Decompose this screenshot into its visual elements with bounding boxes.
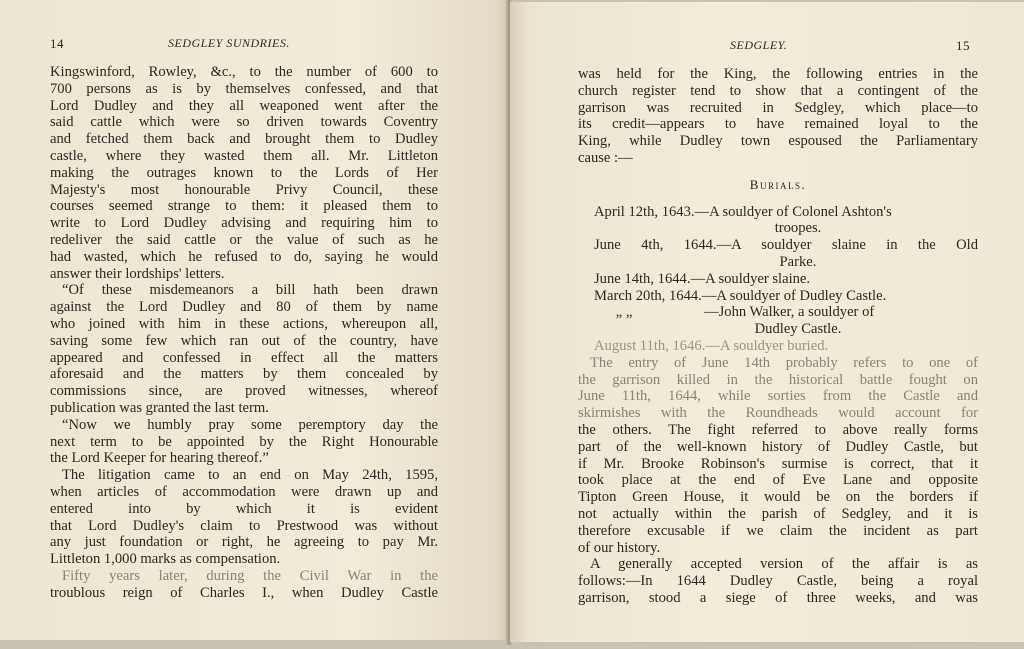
text-line: said cattle which were so driven towards Coventry [50,114,438,131]
text-line: 700 persons as is by themselves confessed, and that [50,80,438,97]
text-line: took place at the end of Eve Lane and opposite [578,472,978,489]
right-running-title: SEDGLEY. [730,38,788,52]
text-line: King, while Dudley town espoused the Parliamentary [578,133,978,150]
text-line: next term to be appointed by the Right Honourable [50,433,438,450]
text-line: garrison was recruited in Sedgley, which place—to [578,99,978,116]
text-line: courses seemed strange to them: it pleased them to [50,198,438,215]
burial-entry-continuation: Parke. [779,253,817,270]
burials-heading: Burials. [749,176,807,192]
text-line: against the Lord Dudley and 80 of them by name [50,299,438,316]
burial-entry [578,304,978,321]
text-line: Majesty's most honourable Privy Council, these [50,181,438,198]
text-line: was held for the King, the following entries in the [578,66,978,82]
burial-entry-text: —John Walker, a souldyer of [704,304,875,321]
text-line: that Lord Dudley's claim to Prestwood was without [50,517,438,534]
burial-entry: March 20th, 1644.—A souldyer of Dudley Castle. [594,287,887,304]
text-line: “Now we humbly pray some peremptory day the [62,416,438,433]
text-line: Tipton Green House, it would be on the borders if [578,489,978,506]
burial-entry: June 4th, 1644.—A souldyer slaine in the Old [594,237,978,254]
text-line: part of the well-known history of Dudley Castle, but [578,438,978,455]
text-line: making the outrages known to the Lords of Her [50,164,438,181]
burial-entry: April 12th, 1643.—A souldyer of Colonel Ashton's [594,203,892,220]
text-line: The litigation came to an end on May 24th, 1595, [62,467,438,484]
ditto-marks: „ „ [615,304,633,321]
text-line: castle, where they wasted them all. Mr. Littleton [50,147,438,164]
text-line: “Of these misdemeanors a bill hath been drawn [62,282,438,299]
text-line: garrison, stood a siege of three weeks, and was [578,589,978,606]
text-line: June 11th, 1644, while sorties from the Castle and [578,388,978,405]
text-line: its credit—appears to have remained loyal to the [578,116,978,133]
text-line: and fetched them back and brought them to Dudley [50,131,438,148]
text-line: the others. The fight referred to above really forms [578,421,978,438]
text-line: the Lord Keeper for hearing thereof.” [50,450,269,467]
text-line: had wasted, which he refused to do, saying he would [50,248,438,265]
text-line: Kingswinford, Rowley, &c., to the number of 600 to [50,64,438,80]
text-line: The entry of June 14th probably refers to one of [590,354,978,371]
text-line: the garrison killed in the historical battle fought on [578,371,978,388]
text-line: aforesaid and the matters by them concealed by [50,366,438,383]
text-line: Fifty years later, during the Civil War in the [62,567,438,584]
text-line: follows:—In 1644 Dudley Castle, being a royal [578,573,978,590]
left-page-body [50,64,438,602]
text-line: not actually within the parish of Sedgley, and it is [578,505,978,522]
right-page-number: 15 [956,38,970,53]
left-running-title: SEDGLEY SUNDRIES. [168,36,290,50]
text-line: publication was granted the last term. [50,399,269,416]
text-line: troublous reign of Charles I., when Dudley Castle [50,584,438,601]
text-line: answer their lordships' letters. [50,265,225,282]
text-line: A generally accepted version of the affair is as [590,556,978,573]
text-line: skirmishes with the Roundheads would account for [578,405,978,422]
right-page [510,2,1024,642]
burial-entry: August 11th, 1646.—A souldyer buried. [594,337,829,354]
text-line: any just foundation or right, he agreeing to pay Mr. [50,534,438,551]
text-line: church register tend to show that a contingent of the [578,82,978,99]
text-line: Littleton 1,000 marks as compensation. [50,551,281,568]
text-line: if Mr. Brooke Robinson's surmise is correct, that it [578,455,978,472]
burial-entry: June 14th, 1644.—A souldyer slaine. [594,270,811,287]
text-line: of our history. [578,539,661,556]
text-line: saving some few which ran out of the country, have [50,332,438,349]
text-line: entered into by which it is evident [50,500,438,517]
left-page [0,0,510,640]
right-page-body [578,66,978,607]
text-line: Lord Dudley and they all weaponed went after the [50,97,438,114]
burial-entry-continuation: troopes. [774,220,822,237]
text-line: write to Lord Dudley advising and requiring him to [50,215,438,232]
text-line: redeliver the said cattle or the value of such as he [50,231,438,248]
text-line: cause :— [578,149,633,166]
text-line: when articles of accommodation were drawn up and [50,483,438,500]
left-page-number: 14 [50,36,64,51]
burial-entry-continuation: Dudley Castle. [754,321,842,338]
text-line: appeared and confessed in effect all the matters [50,349,438,366]
text-line: therefore excusable if we claim the incident as part [578,522,978,539]
text-line: who joined with him in these actions, whereupon all, [50,315,438,332]
text-line: commissions since, are proved witnesses, whereof [50,383,438,400]
